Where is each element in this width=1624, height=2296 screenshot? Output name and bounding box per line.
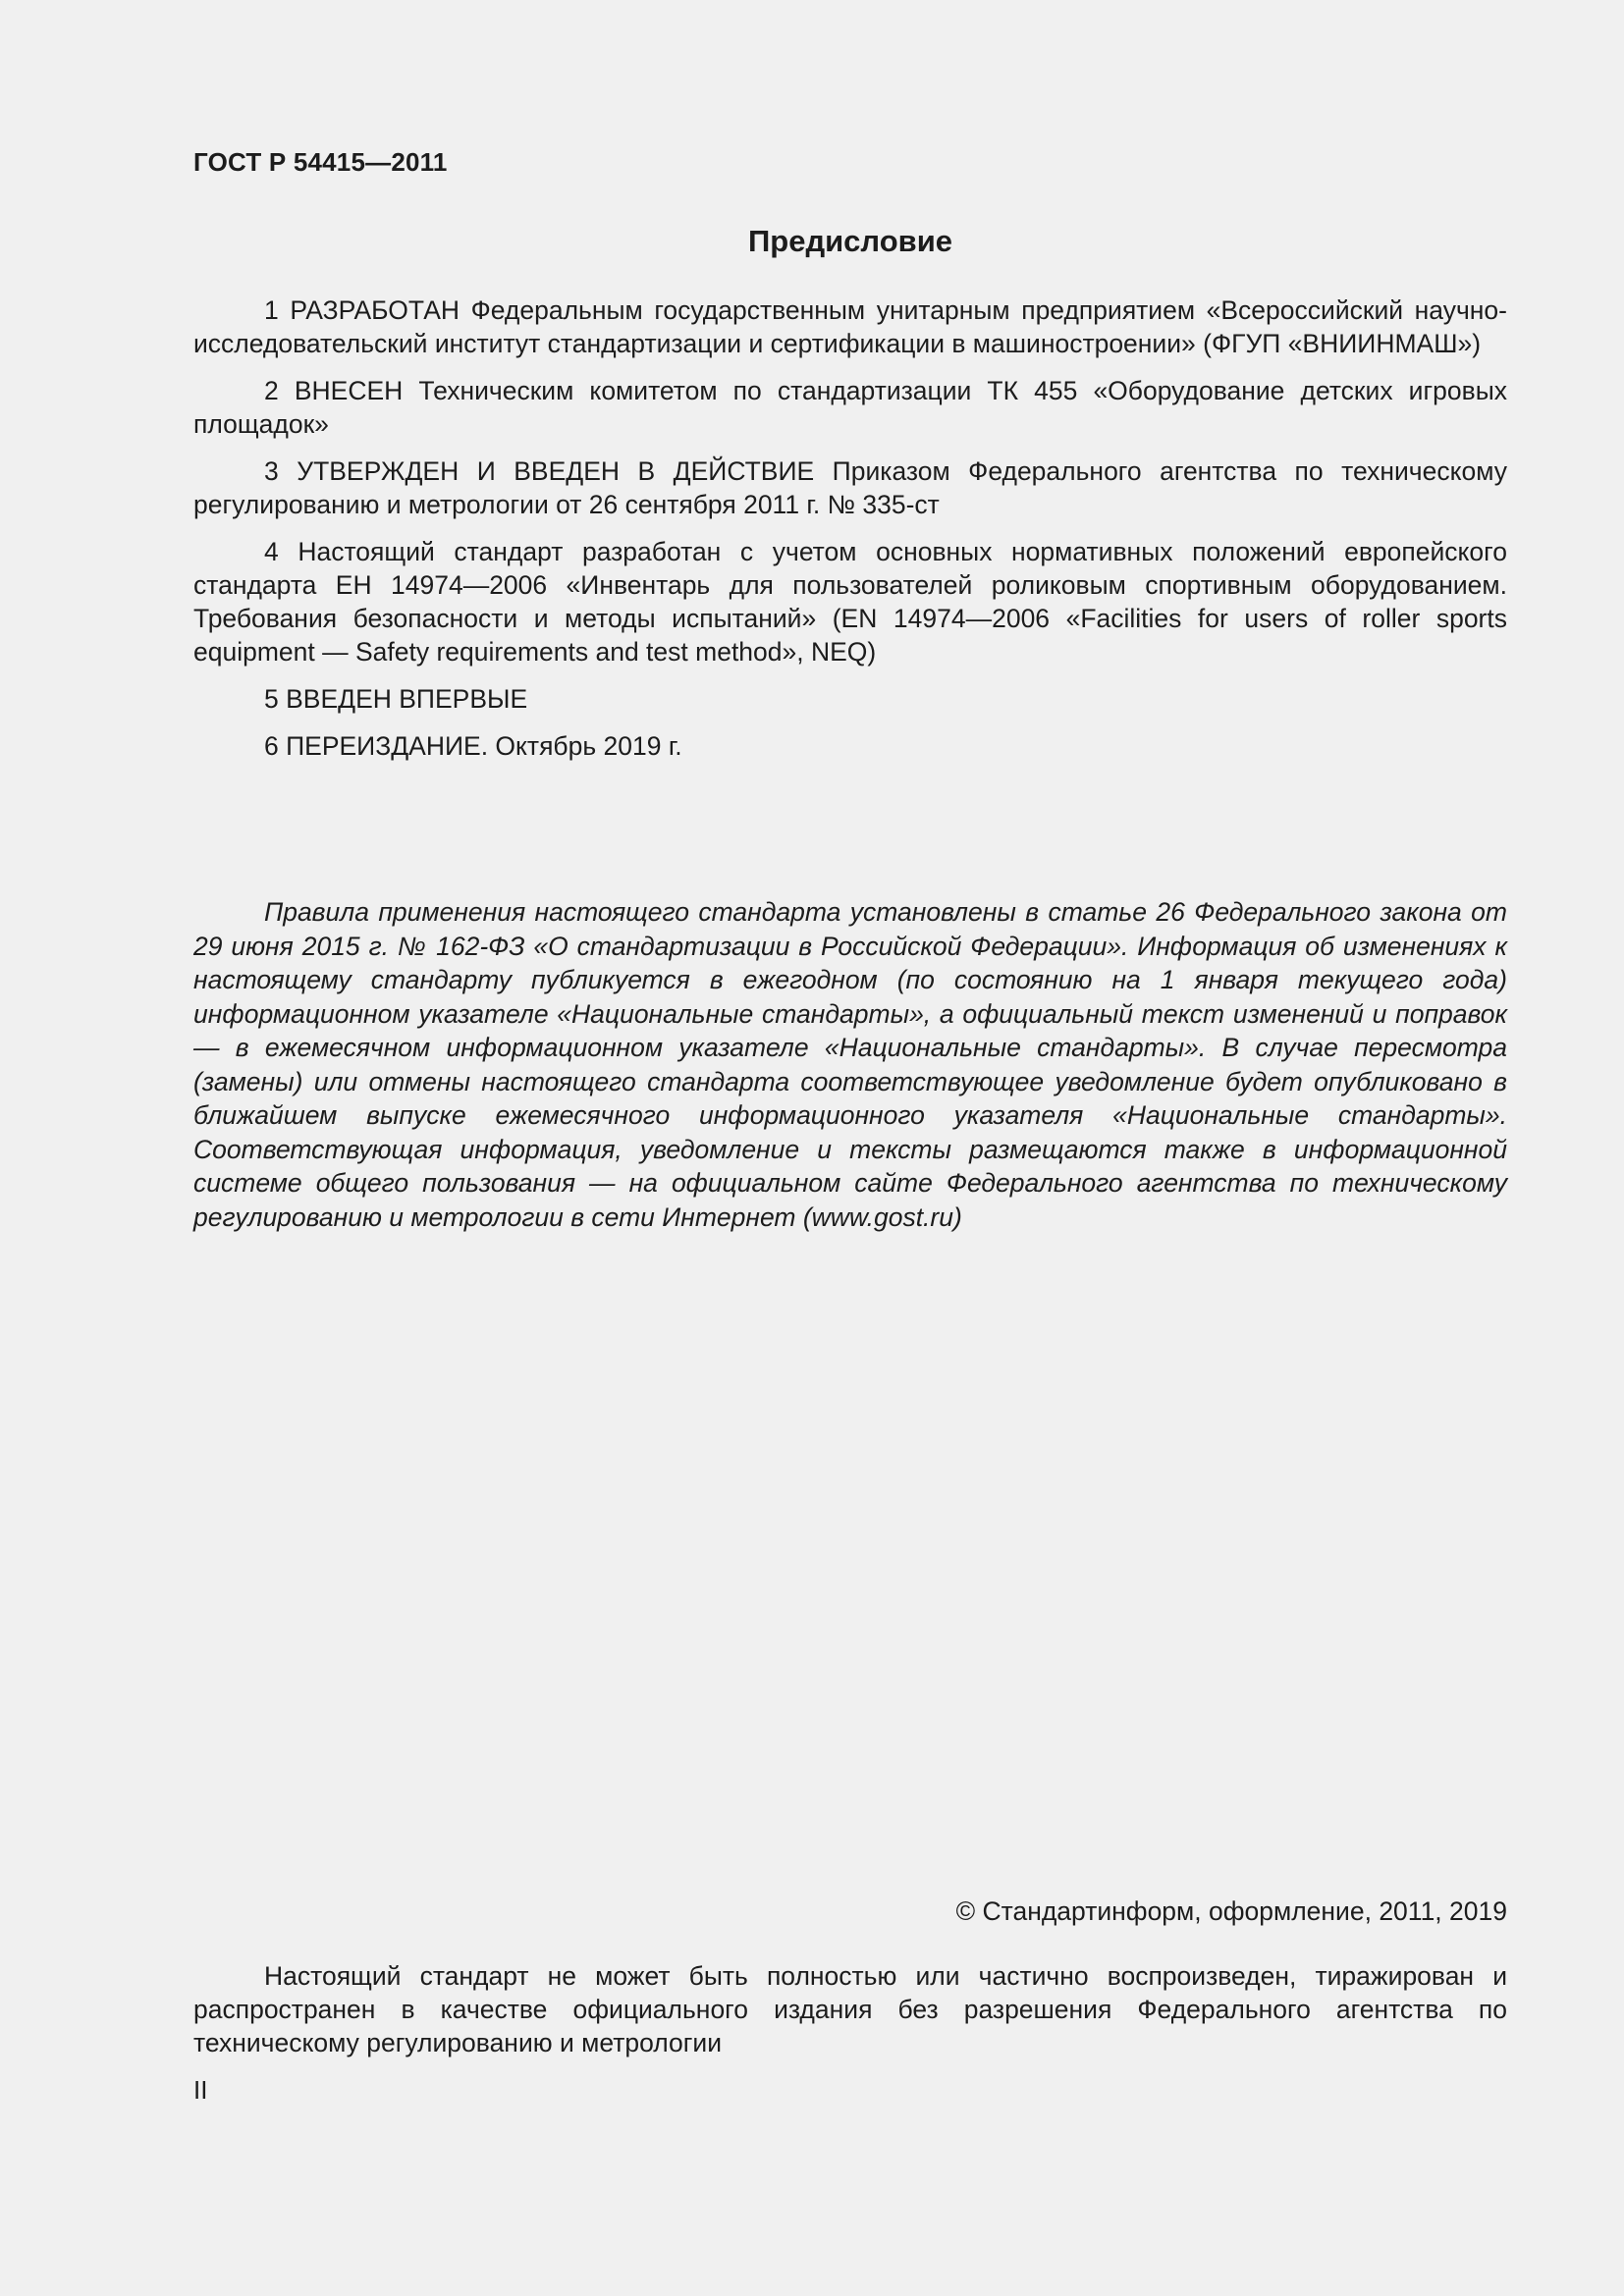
reproduction-notice <box>193 1959 1507 2059</box>
foreword-item-4: 4 Настоящий стандарт разработан с учетом основных нормативных положений европейского стандарта ЕН 14974—2006 «Инвентарь для пользователей роликовым спортивным оборудованием. Требования безопасности и методы испытаний» (EN 14974—2006 «Facilities for users of roller sports equipment — Safety requirements and test method», NEQ) <box>193 537 1507 667</box>
foreword-item-3: 3 УТВЕРЖДЕН И ВВЕДЕН В ДЕЙСТВИЕ Приказом Федерального агентства по техническому регулированию и метрологии от 26 сентября 2011 г. № 335-ст <box>193 456 1507 519</box>
rules-note-text: Правила применения настоящего стандарта установлены в статье 26 Федерального закона от 29 июня 2015 г. № 162-ФЗ «О стандартизации в Российской Федерации». Информация об изменениях к настоящему стандарту публикуется в ежегодном (по состоянию на 1 января текущего года) информационном указателе «Национальные стандарты», а официальный текст изменений и поправок — в ежемесячном информационном указателе «Национальные стандарты». В случае пересмотра (замены) или отмены настоящего стандарта соответствующее уведомление будет опубликовано в ближайшем выпуске ежемесячного информационного указателя «Национальные стандарты». Соответствующая информация, уведомление и тексты размещаются также в информационной системе общего пользования — на официальном сайте Федерального агентства по техническому регулированию и метрологии в сети Интернет (www.gost.ru) <box>193 897 1507 1232</box>
foreword-title: Предисловие <box>747 224 952 258</box>
foreword-item-6: 6 ПЕРЕИЗДАНИЕ. Октябрь 2019 г. <box>264 731 682 761</box>
page-number: II <box>193 2075 208 2105</box>
reproduction-notice-text: Настоящий стандарт не может быть полностью или частично воспроизведен, тиражирован и распространен в качестве официального издания без разрешения Федерального агентства по техническому регулированию и метрологии <box>193 1961 1507 2057</box>
foreword-item-1: 1 РАЗРАБОТАН Федеральным государственным унитарным предприятием «Всероссийский научно-исследовательский институт стандартизации и сертификации в машиностроении» (ФГУП «ВНИИНМАШ») <box>193 295 1507 358</box>
foreword-item-2: 2 ВНЕСЕН Техническим комитетом по стандартизации ТК 455 «Оборудование детских игровых площадок» <box>193 376 1507 439</box>
document-code: ГОСТ Р 54415—2011 <box>193 147 448 177</box>
rules-note <box>193 895 1507 1234</box>
copyright-line: © Стандартинформ, оформление, 2011, 2019 <box>955 1896 1507 1926</box>
foreword-list <box>193 294 1507 776</box>
foreword-item-5: 5 ВВЕДЕН ВПЕРВЫЕ <box>264 684 528 714</box>
